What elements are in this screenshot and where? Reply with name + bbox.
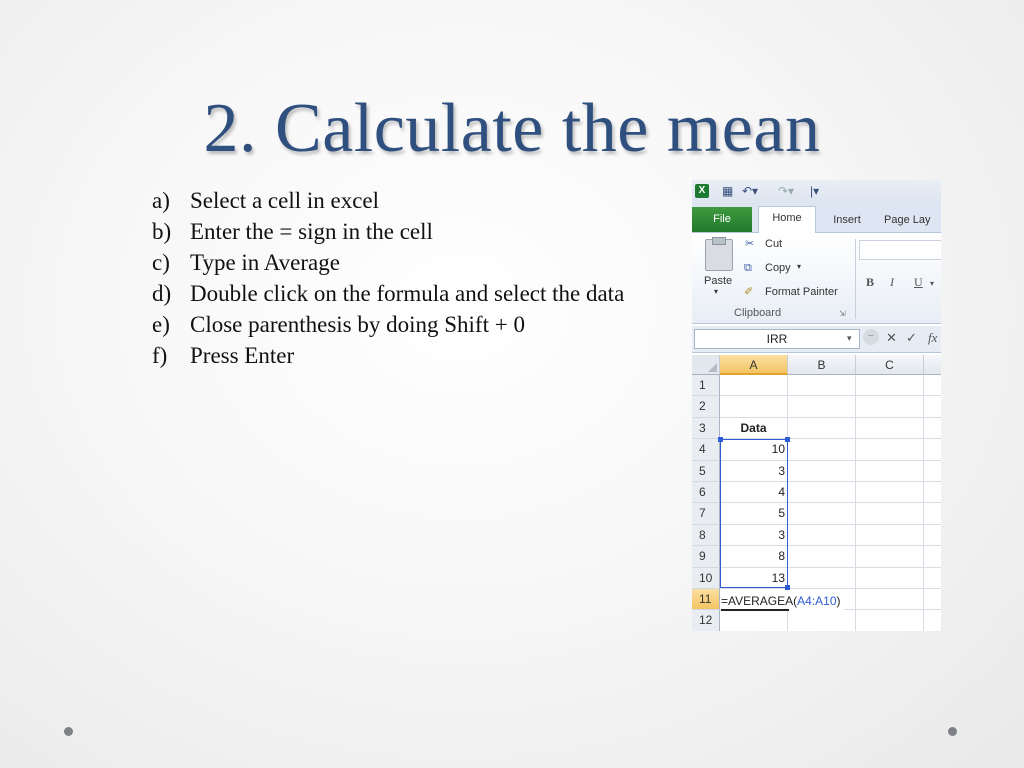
row-header[interactable]: 10 [692, 568, 720, 589]
data-cell[interactable]: 10 [720, 439, 788, 460]
cut-button[interactable]: Cut [765, 238, 783, 250]
step-label: c) [152, 250, 170, 275]
data-cell[interactable]: 5 [720, 503, 788, 524]
undo-icon[interactable]: ↶▾ [742, 184, 759, 198]
cut-icon[interactable]: ✂ [745, 238, 755, 250]
empty-cell[interactable] [720, 396, 788, 417]
column-header-a[interactable]: A [720, 355, 788, 375]
formula-range: A4:A10 [797, 594, 837, 608]
step-label: b) [152, 219, 172, 244]
empty-cell[interactable] [856, 375, 924, 396]
data-cell[interactable]: 3 [720, 461, 788, 482]
step-text: Type in Average [190, 250, 340, 275]
empty-cell[interactable] [856, 610, 924, 631]
row-header[interactable]: 5 [692, 461, 720, 482]
row-header[interactable]: 4 [692, 439, 720, 460]
step-label: e) [152, 312, 170, 337]
data-cell[interactable]: 8 [720, 546, 788, 567]
data-cell[interactable]: 4 [720, 482, 788, 503]
empty-cell[interactable] [788, 482, 856, 503]
active-cell-formula[interactable] [721, 591, 844, 611]
dialog-launcher-icon[interactable]: ⇲ [839, 309, 846, 318]
empty-cell[interactable] [924, 525, 941, 546]
italic-button[interactable]: I [890, 275, 894, 289]
empty-cell[interactable] [788, 503, 856, 524]
data-cell[interactable]: 3 [720, 525, 788, 546]
decor-dot-left [64, 727, 73, 736]
empty-cell[interactable] [924, 375, 941, 396]
empty-cell[interactable] [788, 610, 856, 631]
step-text: Enter the = sign in the cell [190, 219, 433, 244]
step-item [152, 309, 652, 340]
empty-cell[interactable] [720, 375, 788, 396]
column-header-c[interactable]: C [856, 355, 924, 375]
copy-icon[interactable]: ⧉ [744, 262, 752, 274]
save-icon[interactable]: ▦ [722, 184, 734, 198]
step-item [152, 340, 652, 371]
excel-screenshot [692, 180, 941, 631]
empty-cell[interactable] [856, 418, 924, 439]
formula-bar [692, 326, 941, 353]
name-box-dropdown-icon[interactable]: ▾ [847, 333, 852, 343]
empty-cell[interactable] [720, 610, 788, 631]
empty-cell[interactable] [924, 418, 941, 439]
empty-cell[interactable] [924, 396, 941, 417]
name-box[interactable]: IRR [694, 329, 860, 349]
row-header[interactable]: 6 [692, 482, 720, 503]
empty-cell[interactable] [788, 546, 856, 567]
paste-icon[interactable] [705, 239, 733, 271]
insert-function-button[interactable]: fx [928, 330, 938, 345]
select-all-corner[interactable] [692, 355, 720, 375]
column-header-b[interactable]: B [788, 355, 856, 375]
empty-cell[interactable] [924, 589, 941, 610]
empty-cell[interactable] [788, 418, 856, 439]
excel-logo-icon: X [695, 184, 709, 198]
paste-button[interactable]: Paste [704, 275, 733, 287]
tab-file[interactable]: File [692, 207, 752, 232]
range-handle[interactable] [785, 585, 790, 590]
row-header[interactable]: 12 [692, 610, 720, 631]
formula-prefix: =AVERAGEA( [721, 594, 798, 608]
cancel-icon[interactable]: ✕ [886, 330, 897, 345]
empty-cell[interactable] [788, 375, 856, 396]
ribbon-tabs [692, 204, 941, 233]
empty-cell[interactable] [856, 461, 924, 482]
cell-header-data[interactable]: Data [720, 418, 788, 439]
step-text: Press Enter [190, 343, 295, 368]
row-header-selected[interactable]: 11 [692, 589, 720, 610]
decor-dot-right [948, 727, 957, 736]
copy-dropdown-icon[interactable]: ▾ [797, 262, 802, 271]
empty-cell[interactable] [924, 482, 941, 503]
empty-cell[interactable] [856, 568, 924, 589]
empty-cell[interactable] [924, 568, 941, 589]
fx-options-icon[interactable]: − [863, 329, 879, 345]
clipboard-group-label: Clipboard [734, 307, 782, 319]
steps-list [152, 185, 652, 371]
empty-cell[interactable] [924, 461, 941, 482]
enter-icon[interactable]: ✓ [906, 330, 917, 345]
row-header[interactable]: 3 [692, 418, 720, 439]
bold-button[interactable]: B [866, 275, 875, 289]
formula-suffix: ) [836, 594, 841, 608]
step-label: d) [152, 281, 172, 306]
empty-cell[interactable] [924, 610, 941, 631]
range-handle[interactable] [718, 437, 723, 442]
empty-cell[interactable] [788, 461, 856, 482]
customize-qat-icon[interactable]: |▾ [810, 184, 820, 198]
format-painter-icon[interactable]: ✐ [744, 286, 754, 298]
font-name-box[interactable] [859, 240, 941, 260]
step-label: f) [152, 343, 168, 368]
redo-icon[interactable]: ↷▾ [778, 184, 795, 198]
row-header[interactable]: 8 [692, 525, 720, 546]
empty-cell[interactable] [856, 482, 924, 503]
tab-home[interactable]: Home [758, 206, 816, 233]
empty-cell[interactable] [856, 589, 924, 610]
step-item [152, 278, 652, 309]
empty-cell[interactable] [788, 568, 856, 589]
tab-page-layout[interactable]: Page Lay [884, 214, 931, 226]
step-text: Close parenthesis by doing Shift + 0 [190, 312, 525, 337]
step-text: Double click on the formula and select the data [190, 281, 625, 306]
data-cell[interactable]: 13 [720, 568, 788, 589]
empty-cell[interactable] [856, 503, 924, 524]
underline-dropdown-icon[interactable]: ▾ [930, 279, 935, 288]
step-item [152, 216, 652, 247]
empty-cell[interactable] [924, 439, 941, 460]
copy-button[interactable]: Copy [765, 262, 791, 274]
row-header[interactable]: 2 [692, 396, 720, 417]
row-header[interactable]: 7 [692, 503, 720, 524]
empty-cell[interactable] [924, 546, 941, 567]
step-item [152, 185, 652, 216]
format-painter-button[interactable]: Format Painter [765, 286, 838, 298]
empty-cell[interactable] [856, 396, 924, 417]
underline-button[interactable]: U [914, 275, 923, 289]
row-header[interactable]: 9 [692, 546, 720, 567]
step-label: a) [152, 188, 170, 213]
ribbon-home [692, 233, 941, 324]
quick-access-toolbar [692, 180, 941, 204]
range-handle[interactable] [785, 437, 790, 442]
empty-cell[interactable] [788, 439, 856, 460]
empty-cell[interactable] [788, 396, 856, 417]
empty-cell[interactable] [924, 503, 941, 524]
step-item [152, 247, 652, 278]
column-header-d[interactable] [924, 355, 941, 375]
empty-cell[interactable] [856, 525, 924, 546]
row-header[interactable]: 1 [692, 375, 720, 396]
slide-title: 2. Calculate the mean [203, 90, 821, 167]
group-separator [855, 239, 856, 319]
active-cell-border [721, 609, 789, 611]
tab-insert[interactable]: Insert [833, 214, 861, 226]
empty-cell[interactable] [856, 546, 924, 567]
empty-cell[interactable] [788, 525, 856, 546]
step-text: Select a cell in excel [190, 188, 380, 213]
empty-cell[interactable] [856, 439, 924, 460]
paste-dropdown-icon[interactable]: ▾ [714, 287, 719, 296]
